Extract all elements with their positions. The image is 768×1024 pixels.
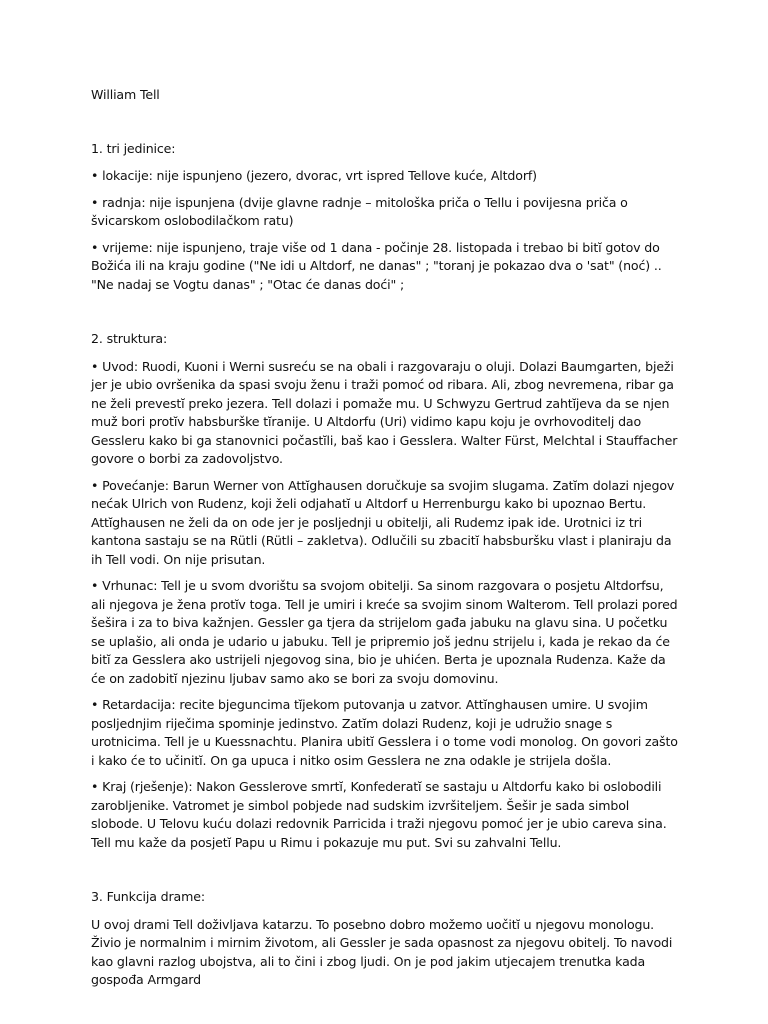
section-heading: 2. struktura: [91, 331, 168, 346]
bullet-paragraph: • Vrhunac: Tell je u svom dvorištu sa svojom obitelji. Sa sinom razgovara o posjetu Altdorfsu, ali njegova je žena protı̆v toga. Tell je umiri i kreće sa svojim sinom Walterom. Tell prolazi pored šešira i za to biva kažnjen. Gessler ga tjera da strijelom gađa jabuku na glavu sina. U početku se uplašio, ali onda je udario u jabuku. Tell je pripremio još jednu strijelu i, kada je rekao da će bitı̆ za Gesslera ako ustrijeli njegovog sina, bio je uhićen. Berta je upoznala Rudenza. Kaže da će on zadobitı̆ njezinu ljubav samo ako se bori za svoju domovinu. [91, 578, 678, 686]
body-paragraph: U ovoj drami Tell doživljava katarzu. To posebno dobro možemo uočitı̆ u njegovu monologu. Živio je normalnim i mirnim životom, ali Gessler je sada opasnost za njegovu obitelj. To navodi kao glavni razlog ubojstva, ali to čini i zbog ljudi. On je pod jakim utjecajem trenutka kada gospođa Armgard [91, 916, 673, 987]
section-structure [91, 330, 681, 852]
bullet-paragraph: • Povećanje: Barun Werner von Attı̆ghausen doručkuje sa svojim slugama. Zatı̆m dolazi njegov nećak Ulrich von Rudenz, koji želi odjahatı̆ u Altdorf u Herrenburgu kako bi upoznao Bertu. Attı̆ghausen ne želi da on ode jer je posljednji u obitelji, ali Rudemz ipak ide. Urotnici iz tri kantona sastaju se na Rütli (Rütli – zakletva). Odlučili su zbacitı̆ habsburšku vlast i planiraju da ih Tell vodi. On nije prisutan. [91, 477, 675, 567]
spacer [91, 105, 681, 140]
section-drama-function [91, 888, 681, 990]
bullet-paragraph: • lokacije: nije ispunjeno (jezero, dvorac, vrt ispred Tellove kuće, Altdorf) [91, 168, 537, 183]
document-title: William Tell [91, 87, 160, 102]
bullet-paragraph: • Retardacija: recite bjeguncima tı̆jekom putovanja u zatvor. Attı̆nghausen umire. U svojim posljednjim riječima spominje jedinstvo. Zatı̆m dolazi Rudenz, koji je udružio snage s urotnicima. Tell je u Kuessnachtu. Planira ubitı̆ Gesslera i o tome vodi monolog. On govori zašto i kako će to učinitı̆. On ga upuca i nitko osim Gesslera ne zna odakle je strijela došla. [91, 697, 678, 768]
bullet-paragraph: • vrijeme: nije ispunjeno, traje više od 1 dana - počinje 28. listopada i trebao bi bitı̆ gotov do Božića ili na kraju godine ("Ne idi u Altdorf, ne danas" ; "toranj je pokazao dva o 'sat" (noć) .. "Ne nadaj se Vogtu danas" ; "Otac će danas doći" ; [91, 239, 662, 292]
document-page [91, 86, 681, 990]
bullet-paragraph: • radnja: nije ispunjena (dvije glavne radnje – mitološka priča o Tellu i povijesna priča o švicarskom oslobodilačkom ratu) [91, 194, 628, 228]
section-heading: 1. tri jedinice: [91, 140, 176, 156]
bullet-paragraph: • Uvod: Ruodi, Kuoni i Werni susreću se na obali i razgovaraju o oluji. Dolazi Baumgarten, bježi jer je ubio ovršenika da spasi svoju ženu i traži pomoć od ribara. Ali, zbog nevremena, ribar ga ne želi prevestı̆ preko jezera. Tell dolazi i pomaže mu. U Schwyzu Gertrud zahtı̆jeva da se njen muž bori protı̆v habsburške tı̆ranije. U Altdorfu (Uri) vidimo kapu koju je ovrhovoditelj dao Gessleru kako bi ga stanovnici počastı̆li, baš kao i Gesslera. Walter Fürst, Melchtal i Stauffacher govore o borbi za zadovoljstvo. [91, 358, 678, 466]
bullet-paragraph: • Kraj (rješenje): Nakon Gesslerove smrtı̆, Konfederatı̆ se sastaju u Altdorfu kako bi oslobodili zarobljenike. Vatromet je simbol pobjede nad sudskim izvršiteljem. Šešir je sada simbol slobode. U Telovu kuću dolazi redovnik Parricida i traži njegovu pomoć jer je ubio careva sina. Tell mu kaže da posjetı̆ Papu u Rimu i pokazuje mu put. Svi su zahvalni Tellu. [91, 779, 667, 850]
section-heading: 3. Funkcija drame: [91, 889, 205, 904]
section-three-unities [91, 140, 681, 295]
